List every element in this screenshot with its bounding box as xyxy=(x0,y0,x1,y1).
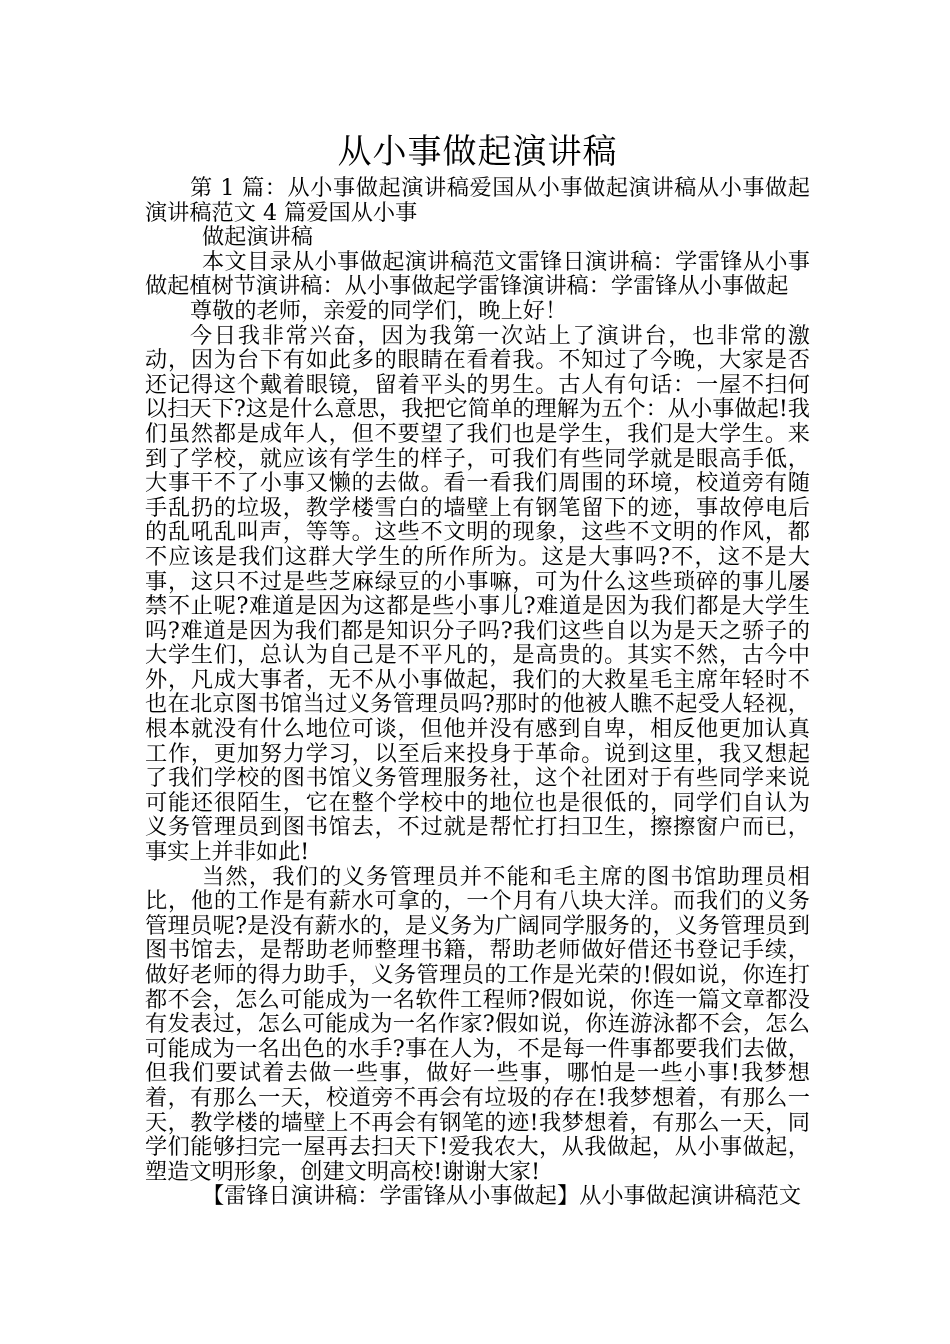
document-page xyxy=(145,128,810,1209)
paragraph-body-2: 当然，我们的义务管理员并不能和毛主席的图书馆助理员相比，他的工作是有薪水可拿的，一个月有八块大洋。而我们的义务管理员呢?是没有薪水的，是义务为广阔同学服务的，义务管理员到图书馆去，是帮助老师整理书籍，帮助老师做好借还书登记手续，做好老师的得力助手，义务管理员的工作是光荣的!假如说，你连打都不会，怎么可能成为一名软件工程师?假如说，你连一篇文章都没有发表过，怎么可能成为一名作家?假如说，你连游泳都不会，怎么可能成为一名出色的水手?事在人为，不是每一件事都要我们去做，但我们要试着去做一些事，做好一些事，哪怕是一些小事!我梦想着，有那么一天，校道旁不再会有垃圾的存在!我梦想着，有那么一天，教学楼的墙壁上不再会有钢笔的迹!我梦想着，有那么一天，同学们能够扫完一屋再去扫天下!爱我农大，从我做起，从小事做起，塑造文明形象，创建文明高校!谢谢大家! xyxy=(145,863,810,1185)
paragraph-greeting: 尊敬的老师，亲爱的同学们，晚上好！ xyxy=(190,297,568,324)
paragraph-chapter-heading: 第 1 篇：从小事做起演讲稿爱国从小事做起演讲稿从小事做起演讲稿范文 4 篇爱国从小事 xyxy=(145,175,810,226)
document-title: 从小事做起演讲稿 xyxy=(337,132,618,172)
paragraph-chapter-heading-cont: 做起演讲稿 xyxy=(202,224,313,251)
paragraph-next-heading: 【雷锋日演讲稿：学雷锋从小事做起】从小事做起演讲稿范文 xyxy=(202,1183,802,1210)
paragraph-toc: 本文目录从小事做起演讲稿范文雷锋日演讲稿：学雷锋从小事做起植树节演讲稿：从小事做起学雷锋演讲稿：学雷锋从小事做起 xyxy=(145,248,810,300)
paragraph-body-1: 今日我非常兴奋，因为我第一次站上了演讲台，也非常的激动，因为台下有如此多的眼睛在看着我。不知过了今晚，大家是否还记得这个戴着眼镜，留着平头的男生。古人有句话：一屋不扫何以扫天下?这是什么意思，我把它简单的理解为五个：从小事做起!我们虽然都是成年人，但不要望了我们也是学生，我们是大学生。来到了学校，就应该有学生的样子，可我们有些同学就是眼高手低，大事干不了小事又懒的去做。看一看我们周围的环境，校道旁有随手乱扔的垃圾，教学楼雪白的墙壁上有钢笔留下的迹，事故停电后的乱吼乱叫声，等等。这些不文明的现象，这些不文明的作风，都不应该是我们这群大学生的所作所为。这是大事吗?不，这不是大事，这只不过是些芝麻绿豆的小事嘛，可为什么这些琐碎的事儿屡禁不止呢?难道是因为这都是些小事儿?难道是因为我们都是大学生吗?难道是因为我们都是知识分子吗?我们这些自以为是天之骄子的大学生们，总认为自己是不平凡的，是高贵的。其实不然，古今中外，凡成大事者，无不从小事做起，我们的大救星毛主席年轻时不也在北京图书馆当过义务管理员吗?那时的他被人瞧不起受人轻视，根本就没有什么地位可谈，但他并没有感到自卑，相反他更加认真工作，更加努力学习，以至后来投身于革命。说到这里，我又想起了我们学校的图书馆义务管理服务社，这个社团对于有些同学来说可能还很陌生，它在整个学校中的地位也是很低的，同学们自认为义务管理员到图书馆去，不过就是帮忙打扫卫生，擦擦窗户而已，事实上并非如此! xyxy=(145,322,810,866)
